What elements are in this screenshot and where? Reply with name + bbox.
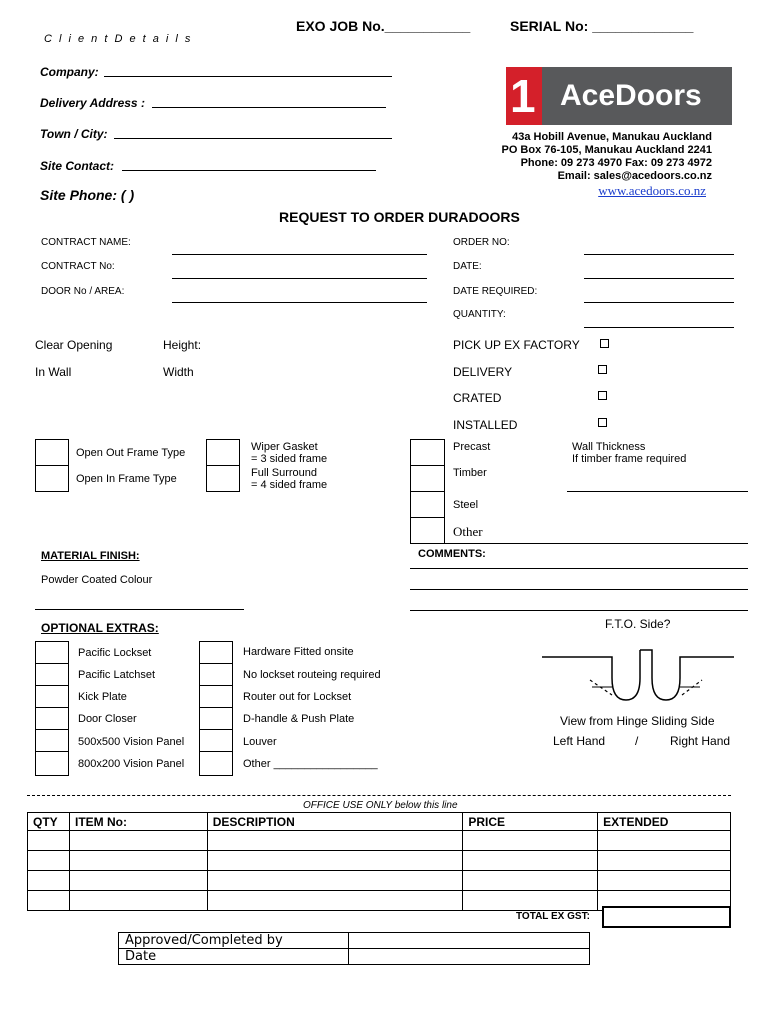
table-cell[interactable]: [207, 871, 463, 891]
site-phone-label: Site Phone: ( ): [40, 187, 135, 203]
table-cell[interactable]: [598, 871, 731, 891]
order-no-label: ORDER NO:: [453, 237, 510, 248]
approved-row[interactable]: [119, 933, 590, 949]
extra-left-box-1[interactable]: [35, 641, 69, 664]
extra-pacific-latchset: Pacific Latchset: [78, 669, 156, 681]
comments-line-1[interactable]: [410, 568, 748, 569]
open-out-label: Open Out Frame Type: [76, 447, 186, 459]
date-required-label: DATE REQUIRED:: [453, 286, 538, 297]
extra-left-box-4[interactable]: [35, 707, 69, 730]
extra-vision-panel-500: 500x500 Vision Panel: [78, 736, 185, 748]
phone-fax: Phone: 09 273 4970 Fax: 09 273 4972: [520, 157, 712, 169]
extra-right-box-1[interactable]: [199, 641, 233, 664]
steel-label: Steel: [453, 499, 479, 511]
other-label: Other: [453, 524, 483, 539]
address-line-2: PO Box 76-105, Manukau Auckland 2241: [501, 144, 712, 156]
table-cell[interactable]: [69, 891, 207, 911]
timber-box[interactable]: [410, 465, 445, 492]
logo-name: AceDoors: [560, 79, 702, 112]
col-extended: EXTENDED: [598, 813, 731, 831]
col-price: PRICE: [463, 813, 598, 831]
contract-name-line[interactable]: [172, 254, 427, 255]
material-finish-heading: MATERIAL FINISH:: [41, 550, 140, 562]
fto-view-label: View from Hinge Sliding Side: [560, 714, 715, 728]
town-city-line[interactable]: [114, 138, 392, 139]
table-cell[interactable]: [598, 831, 731, 851]
fto-left-hand: Left Hand: [553, 734, 606, 748]
col-item-no: ITEM No:: [69, 813, 207, 831]
table-cell[interactable]: [463, 891, 598, 911]
precast-box[interactable]: [410, 439, 445, 466]
table-row[interactable]: [28, 871, 731, 891]
pickup-checkbox[interactable]: [600, 339, 609, 348]
approved-label: Approved/Completed by: [119, 933, 349, 949]
installed-label: INSTALLED: [453, 418, 518, 432]
extra-louver: Louver: [243, 736, 277, 748]
crated-checkbox[interactable]: [598, 391, 607, 400]
door-no-label: DOOR No / AREA:: [41, 286, 125, 297]
crated-label: CRATED: [453, 391, 502, 405]
table-cell[interactable]: [69, 831, 207, 851]
table-cell[interactable]: [463, 831, 598, 851]
full-surround-line-1: Full Surround: [251, 467, 318, 479]
wall-thickness-label: [572, 441, 686, 465]
table-cell[interactable]: [598, 851, 731, 871]
company-line[interactable]: [104, 76, 392, 77]
website-link[interactable]: www.acedoors.co.nz: [598, 183, 706, 198]
other-box[interactable]: [410, 517, 445, 544]
extra-left-box-5[interactable]: [35, 729, 69, 752]
table-row[interactable]: [28, 831, 731, 851]
table-cell[interactable]: [28, 851, 70, 871]
width-label: Width: [163, 365, 194, 379]
open-in-box[interactable]: [35, 465, 69, 492]
contract-no-label: CONTRACT No:: [41, 261, 115, 272]
extra-left-box-3[interactable]: [35, 685, 69, 708]
other-line[interactable]: [445, 543, 748, 544]
extra-right-box-2[interactable]: [199, 663, 233, 686]
in-wall-label: In Wall: [35, 365, 72, 379]
comments-heading: COMMENTS:: [418, 548, 486, 560]
quantity-label: QUANTITY:: [453, 309, 506, 320]
contract-no-line[interactable]: [172, 278, 427, 279]
company-label: Company:: [40, 65, 99, 79]
delivery-label: DELIVERY: [453, 365, 513, 379]
comments-line-2[interactable]: [410, 589, 748, 590]
approval-date-label: Date: [119, 949, 349, 965]
fto-right-hand: Right Hand: [670, 734, 731, 748]
office-use-note: OFFICE USE ONLY below this line: [303, 800, 458, 811]
table-cell[interactable]: [207, 851, 463, 871]
steel-box[interactable]: [410, 491, 445, 518]
pickup-label: PICK UP EX FACTORY: [453, 338, 580, 352]
extra-no-lockset-routeing: No lockset routeing required: [243, 669, 381, 681]
date-line[interactable]: [584, 278, 734, 279]
installed-checkbox[interactable]: [598, 418, 607, 427]
open-out-box[interactable]: [35, 439, 69, 466]
date-required-line[interactable]: [584, 302, 734, 303]
col-qty: QTY: [28, 813, 70, 831]
extra-vision-panel-800: 800x200 Vision Panel: [78, 758, 185, 770]
items-table: [27, 812, 731, 911]
town-city-label: Town / City:: [40, 127, 108, 141]
total-ex-gst-box[interactable]: [602, 906, 731, 928]
wall-thickness-line-2: If timber frame required: [572, 453, 687, 465]
clear-opening-label: Clear Opening: [35, 338, 113, 352]
extra-router-out: Router out for Lockset: [243, 691, 352, 703]
extra-other: Other _________________: [243, 758, 378, 770]
wiper-gasket-line-1: Wiper Gasket: [251, 441, 318, 453]
wall-thickness-line[interactable]: [567, 491, 748, 492]
date-label: DATE:: [453, 261, 482, 272]
form-title: REQUEST TO ORDER DURADOORS: [279, 209, 520, 225]
exo-job-number: EXO JOB No.___________: [296, 18, 471, 34]
extra-hardware-fitted: Hardware Fitted onsite: [243, 646, 354, 658]
timber-label: Timber: [453, 467, 487, 479]
site-contact-label: Site Contact:: [40, 159, 115, 173]
contract-name-label: CONTRACT NAME:: [41, 237, 131, 248]
approved-field[interactable]: [348, 933, 589, 949]
col-description: DESCRIPTION: [207, 813, 463, 831]
wiper-gasket-box[interactable]: [206, 439, 240, 466]
table-cell[interactable]: [69, 851, 207, 871]
fto-diagram: [540, 648, 740, 708]
delivery-checkbox[interactable]: [598, 365, 607, 374]
logo-number: 1: [510, 70, 536, 122]
table-row[interactable]: [28, 851, 731, 871]
height-label: Height:: [163, 338, 202, 352]
open-in-label: Open In Frame Type: [76, 473, 177, 485]
extra-right-box-4[interactable]: [199, 707, 233, 730]
site-contact-line[interactable]: [122, 170, 376, 171]
acedoors-logo: [506, 67, 732, 125]
fto-title: F.T.O. Side?: [605, 617, 671, 631]
office-divider: [27, 795, 731, 796]
extra-pacific-lockset: Pacific Lockset: [78, 647, 152, 659]
table-cell[interactable]: [463, 851, 598, 871]
table-cell[interactable]: [28, 891, 70, 911]
extra-right-box-3[interactable]: [199, 685, 233, 708]
table-cell[interactable]: [207, 891, 463, 911]
client-details-heading: C l i e n t D e t a i l s: [44, 33, 193, 45]
full-surround-line-2: = 4 sided frame: [251, 479, 328, 491]
table-cell[interactable]: [28, 871, 70, 891]
fto-slash: /: [635, 734, 639, 748]
extra-kick-plate: Kick Plate: [78, 691, 127, 703]
delivery-address-label: Delivery Address :: [40, 96, 145, 110]
items-header-row: [28, 813, 731, 831]
date-row[interactable]: [119, 949, 590, 965]
extra-right-box-5[interactable]: [199, 729, 233, 752]
quantity-line[interactable]: [584, 327, 734, 328]
extra-door-closer: Door Closer: [78, 713, 137, 725]
extra-left-box-6[interactable]: [35, 751, 69, 776]
precast-label: Precast: [453, 441, 491, 453]
full-surround-label: [251, 467, 327, 491]
table-cell[interactable]: [28, 831, 70, 851]
extra-left-box-2[interactable]: [35, 663, 69, 686]
serial-number: SERIAL No: _____________: [510, 18, 694, 34]
door-no-line[interactable]: [172, 302, 427, 303]
wiper-gasket-label: [251, 441, 327, 465]
approval-date-field[interactable]: [348, 949, 589, 965]
table-cell[interactable]: [207, 831, 463, 851]
powder-coated-line[interactable]: [35, 609, 244, 610]
table-cell[interactable]: [69, 871, 207, 891]
powder-coated-label: Powder Coated Colour: [41, 574, 153, 586]
email: Email: sales@acedoors.co.nz: [557, 170, 712, 182]
wiper-gasket-line-2: = 3 sided frame: [251, 453, 328, 465]
full-surround-box[interactable]: [206, 465, 240, 492]
optional-extras-heading: OPTIONAL EXTRAS:: [41, 621, 159, 635]
total-ex-gst-label: TOTAL EX GST:: [516, 911, 590, 922]
extra-right-box-6[interactable]: [199, 751, 233, 776]
delivery-address-line[interactable]: [152, 107, 386, 108]
comments-line-3[interactable]: [410, 610, 748, 611]
extra-d-handle: D-handle & Push Plate: [243, 713, 355, 725]
table-cell[interactable]: [463, 871, 598, 891]
approval-table: [118, 932, 590, 965]
wall-thickness-line-1: Wall Thickness: [572, 441, 646, 453]
address-line-1: 43a Hobill Avenue, Manukau Auckland: [512, 131, 712, 143]
order-no-line[interactable]: [584, 254, 734, 255]
